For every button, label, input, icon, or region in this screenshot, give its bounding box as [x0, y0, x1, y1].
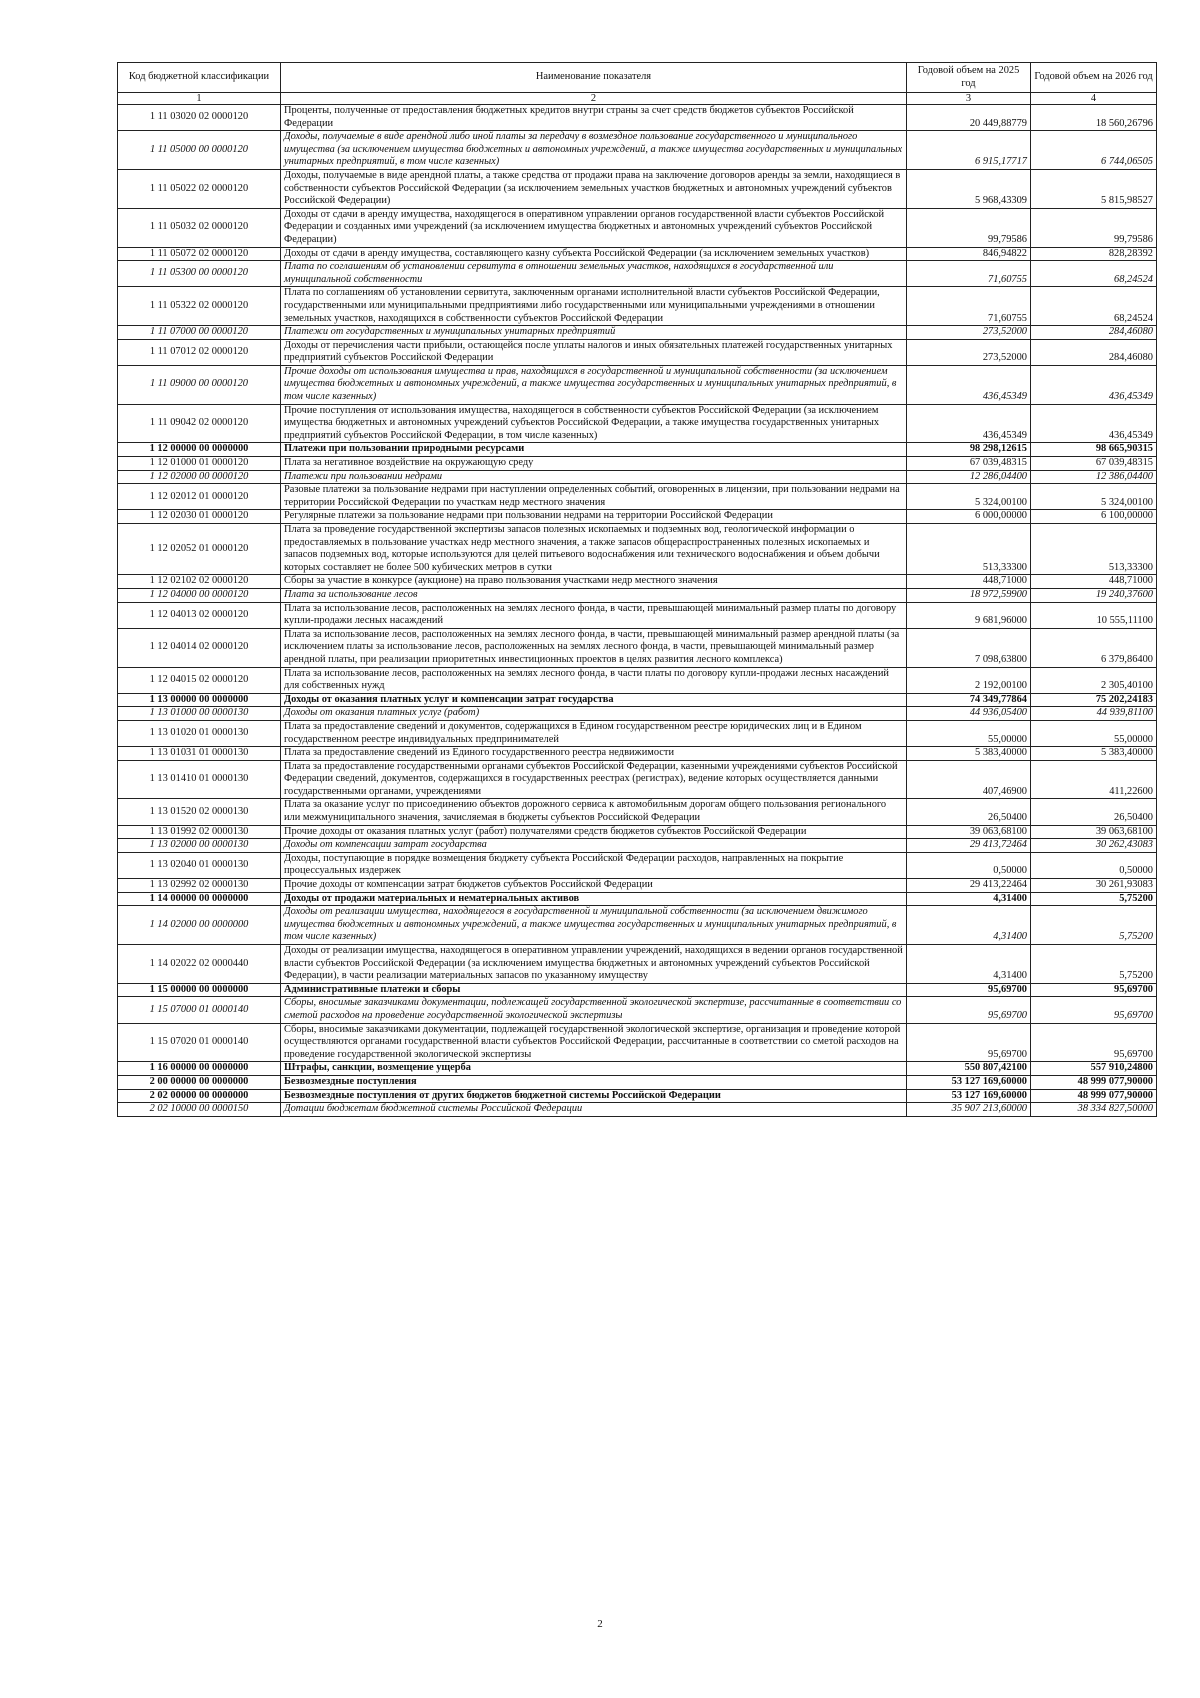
row-code: 2 02 10000 00 0000150 — [118, 1103, 281, 1117]
row-name: Плата за негативное воздействие на окружающую среду — [281, 457, 907, 471]
row-value-2025: 513,33300 — [907, 524, 1031, 575]
row-value-2026: 26,50400 — [1031, 799, 1157, 825]
row-value-2026: 48 999 077,90000 — [1031, 1089, 1157, 1103]
row-value-2026: 30 262,43083 — [1031, 839, 1157, 853]
row-value-2025: 448,71000 — [907, 575, 1031, 589]
table-row — [118, 524, 1157, 575]
row-value-2025: 39 063,68100 — [907, 825, 1031, 839]
row-value-2025: 436,45349 — [907, 365, 1031, 404]
row-code: 1 11 03020 02 0000120 — [118, 105, 281, 131]
table-row — [118, 287, 1157, 326]
row-value-2025: 35 907 213,60000 — [907, 1103, 1031, 1117]
row-value-2026: 5,75200 — [1031, 945, 1157, 984]
index-cell: 4 — [1031, 93, 1157, 105]
row-value-2026: 828,28392 — [1031, 247, 1157, 261]
row-value-2026: 99,79586 — [1031, 208, 1157, 247]
row-code: 1 12 02012 01 0000120 — [118, 484, 281, 510]
row-value-2026: 5 815,98527 — [1031, 169, 1157, 208]
row-name: Плата за оказание услуг по присоединению объектов дорожного сервиса к автомобильным дорогам общего пользования регионального или межмуниципального значения, зачисляемая в бюджеты субъектов Российской Федерации — [281, 799, 907, 825]
row-code: 1 12 01000 01 0000120 — [118, 457, 281, 471]
row-value-2026: 284,46080 — [1031, 339, 1157, 365]
table-row — [118, 1023, 1157, 1062]
row-value-2026: 95,69700 — [1031, 1023, 1157, 1062]
row-value-2026: 513,33300 — [1031, 524, 1157, 575]
row-name: Плата за предоставление сведений из Единого государственного реестра недвижимости — [281, 747, 907, 761]
table-row — [118, 1075, 1157, 1089]
table-row — [118, 747, 1157, 761]
row-code: 1 11 09000 00 0000120 — [118, 365, 281, 404]
row-name: Прочие доходы от компенсации затрат бюджетов субъектов Российской Федерации — [281, 879, 907, 893]
table-row — [118, 1103, 1157, 1117]
row-code: 1 13 01000 00 0000130 — [118, 707, 281, 721]
table-row — [118, 510, 1157, 524]
row-code: 1 14 00000 00 0000000 — [118, 892, 281, 906]
row-value-2026: 5,75200 — [1031, 892, 1157, 906]
row-name: Плата за предоставление государственными органами субъектов Российской Федерации, казенными учреждениями субъектов Российской Федерации сведений, документов, содержащихся в государственных реестрах (регистрах), ведение которых осуществляется данными государственными органами, учреждениями — [281, 760, 907, 799]
row-name: Доходы, поступающие в порядке возмещения бюджету субъекта Российской Федерации расходов, направленных на покрытие процессуальных издержек — [281, 852, 907, 878]
row-code: 1 14 02000 00 0000000 — [118, 906, 281, 945]
table-row — [118, 839, 1157, 853]
row-name: Платежи при пользовании недрами — [281, 470, 907, 484]
row-code: 1 11 05322 02 0000120 — [118, 287, 281, 326]
table-row — [118, 247, 1157, 261]
row-value-2025: 12 286,04400 — [907, 470, 1031, 484]
table-row — [118, 707, 1157, 721]
table-row — [118, 628, 1157, 667]
row-code: 1 11 09042 02 0000120 — [118, 404, 281, 443]
row-value-2025: 407,46900 — [907, 760, 1031, 799]
table-row — [118, 760, 1157, 799]
row-value-2026: 67 039,48315 — [1031, 457, 1157, 471]
table-row — [118, 799, 1157, 825]
table-row — [118, 997, 1157, 1023]
row-value-2025: 71,60755 — [907, 287, 1031, 326]
row-code: 2 00 00000 00 0000000 — [118, 1075, 281, 1089]
row-value-2026: 557 910,24800 — [1031, 1062, 1157, 1076]
budget-revenue-table-sheet — [117, 62, 1156, 1117]
row-value-2026: 48 999 077,90000 — [1031, 1075, 1157, 1089]
table-row — [118, 667, 1157, 693]
row-value-2026: 0,50000 — [1031, 852, 1157, 878]
table-row — [118, 825, 1157, 839]
row-value-2026: 5 324,00100 — [1031, 484, 1157, 510]
table-row — [118, 892, 1157, 906]
row-code: 1 11 05022 02 0000120 — [118, 169, 281, 208]
row-value-2025: 6 915,17717 — [907, 131, 1031, 170]
budget-revenue-table — [117, 62, 1157, 1117]
row-value-2025: 4,31400 — [907, 906, 1031, 945]
table-row — [118, 983, 1157, 997]
row-value-2026: 6 744,06505 — [1031, 131, 1157, 170]
row-name: Безвозмездные поступления — [281, 1075, 907, 1089]
row-value-2026: 95,69700 — [1031, 983, 1157, 997]
row-value-2026: 19 240,37600 — [1031, 588, 1157, 602]
row-value-2026: 5,75200 — [1031, 906, 1157, 945]
row-name: Прочие доходы от оказания платных услуг (работ) получателями средств бюджетов субъектов Российской Федерации — [281, 825, 907, 839]
row-value-2026: 436,45349 — [1031, 365, 1157, 404]
row-code: 1 12 02102 02 0000120 — [118, 575, 281, 589]
row-value-2025: 846,94822 — [907, 247, 1031, 261]
row-value-2025: 95,69700 — [907, 997, 1031, 1023]
row-value-2026: 10 555,11100 — [1031, 602, 1157, 628]
index-cell: 3 — [907, 93, 1031, 105]
table-row — [118, 339, 1157, 365]
row-value-2025: 6 000,00000 — [907, 510, 1031, 524]
table-row — [118, 169, 1157, 208]
row-value-2026: 2 305,40100 — [1031, 667, 1157, 693]
row-name: Сборы за участие в конкурсе (аукционе) на право пользования участками недр местного значения — [281, 575, 907, 589]
row-code: 1 13 01410 01 0000130 — [118, 760, 281, 799]
table-row — [118, 693, 1157, 707]
header-2026: Годовой объем на 2026 год — [1031, 63, 1157, 93]
row-name: Плата по соглашениям об установлении сервитута в отношении земельных участков, находящихся в государственной или муниципальной собственности — [281, 261, 907, 287]
row-value-2026: 12 386,04400 — [1031, 470, 1157, 484]
index-cell: 1 — [118, 93, 281, 105]
table-row — [118, 131, 1157, 170]
table-row — [118, 588, 1157, 602]
table-row — [118, 443, 1157, 457]
row-name: Доходы от реализации имущества, находящегося в государственной и муниципальной собственности (за исключением движимого имущества бюджетных и автономных учреждений, а также имущества государственных и муниципальных унитарных предприятий, в том числе казенных) — [281, 906, 907, 945]
table-row — [118, 720, 1157, 746]
row-name: Плата за предоставление сведений и документов, содержащихся в Едином государственном реестре юридических лиц и в Едином государственном реестре индивидуальных предпринимателей — [281, 720, 907, 746]
row-value-2026: 448,71000 — [1031, 575, 1157, 589]
table-row — [118, 484, 1157, 510]
row-name: Прочие доходы от использования имущества и прав, находящихся в государственной и муниципальной собственности (за исключением имущества бюджетных и автономных учреждений, а также имущества государственных и муниципальных унитарных предприятий, в том числе казенных) — [281, 365, 907, 404]
row-code: 1 12 04013 02 0000120 — [118, 602, 281, 628]
row-name: Плата за использование лесов — [281, 588, 907, 602]
row-code: 1 13 01020 01 0000130 — [118, 720, 281, 746]
page-number: 2 — [597, 1618, 603, 1630]
row-value-2026: 284,46080 — [1031, 326, 1157, 340]
row-code: 1 12 02000 00 0000120 — [118, 470, 281, 484]
row-name: Сборы, вносимые заказчиками документации, подлежащей государственной экологической экспертизе, организация и проведение которой осуществляются органами государственной власти субъектов Российской Федерации, рассчитанные в соответствии со сметой расходов на проведение государственной экологической экспертизы — [281, 1023, 907, 1062]
row-value-2025: 436,45349 — [907, 404, 1031, 443]
row-value-2026: 39 063,68100 — [1031, 825, 1157, 839]
row-name: Доходы от реализации имущества, находящегося в оперативном управлении учреждений, находящихся в ведении органов государственной власти субъектов Российской Федерации (за исключением имущества бюджетных и автономных учреждений субъектов Российской Федерации), в части реализации материальных запасов по указанному имуществу — [281, 945, 907, 984]
row-value-2026: 411,22600 — [1031, 760, 1157, 799]
row-value-2025: 99,79586 — [907, 208, 1031, 247]
table-row — [118, 575, 1157, 589]
row-value-2025: 55,00000 — [907, 720, 1031, 746]
row-value-2025: 2 192,00100 — [907, 667, 1031, 693]
row-name: Платежи при пользовании природными ресурсами — [281, 443, 907, 457]
row-code: 1 13 01520 02 0000130 — [118, 799, 281, 825]
row-name: Доходы от продажи материальных и нематериальных активов — [281, 892, 907, 906]
row-value-2025: 44 936,05400 — [907, 707, 1031, 721]
table-row — [118, 945, 1157, 984]
header-name: Наименование показателя — [281, 63, 907, 93]
row-value-2025: 26,50400 — [907, 799, 1031, 825]
row-code: 1 12 04015 02 0000120 — [118, 667, 281, 693]
row-name: Доходы от компенсации затрат государства — [281, 839, 907, 853]
row-code: 1 11 07000 00 0000120 — [118, 326, 281, 340]
row-value-2025: 53 127 169,60000 — [907, 1089, 1031, 1103]
row-value-2025: 7 098,63800 — [907, 628, 1031, 667]
row-value-2026: 436,45349 — [1031, 404, 1157, 443]
row-name: Безвозмездные поступления от других бюджетов бюджетной системы Российской Федерации — [281, 1089, 907, 1103]
row-value-2025: 98 298,12615 — [907, 443, 1031, 457]
row-value-2025: 95,69700 — [907, 1023, 1031, 1062]
row-name: Проценты, полученные от предоставления бюджетных кредитов внутри страны за счет средств бюджетов субъектов Российской Федерации — [281, 105, 907, 131]
row-name: Доходы от сдачи в аренду имущества, находящегося в оперативном управлении органов государственной власти субъектов Российской Федерации и созданных ими учреждений (за исключением имущества бюджетных и автономных учреждений субъектов Российской Федерации) — [281, 208, 907, 247]
row-name: Плата по соглашениям об установлении сервитута, заключенным органами исполнительной власти субъектов Российской Федерации, государственными или муниципальными предприятиями либо государственными или муниципальными учреждениями в отношении земельных участков, находящихся в собственности субъектов Российской Федерации — [281, 287, 907, 326]
row-value-2025: 29 413,22464 — [907, 879, 1031, 893]
row-name: Доходы, получаемые в виде арендной либо иной платы за передачу в возмездное пользование государственного и муниципального имущества (за исключением имущества бюджетных и автономных учреждений, а также имущества государственных и муниципальных унитарных предприятий, в том числе казенных) — [281, 131, 907, 170]
row-name: Сборы, вносимые заказчиками документации, подлежащей государственной экологической экспертизе, рассчитанные в соответствии со сметой расходов на проведение государственной экологической экспертизы — [281, 997, 907, 1023]
table-row — [118, 1089, 1157, 1103]
row-code: 1 13 02040 01 0000130 — [118, 852, 281, 878]
row-name: Плата за проведение государственной экспертизы запасов полезных ископаемых и подземных вод, геологической информации о предоставляемых в пользование участках недр местного значения, а также запасов общераспространенных полезных ископаемых и запасов подземных вод, которые используются для целей питьевого водоснабжения или технического водоснабжения и объем добычи которых составляет не более 500 кубических метров в сутки — [281, 524, 907, 575]
table-row — [118, 879, 1157, 893]
row-value-2026: 30 261,93083 — [1031, 879, 1157, 893]
row-name: Доходы от оказания платных услуг и компенсации затрат государства — [281, 693, 907, 707]
row-value-2026: 5 383,40000 — [1031, 747, 1157, 761]
row-code: 1 13 00000 00 0000000 — [118, 693, 281, 707]
row-code: 1 11 05072 02 0000120 — [118, 247, 281, 261]
row-name: Разовые платежи за пользование недрами при наступлении определенных событий, оговоренных в лицензии, при пользовании недрами на территории Российской Федерации по участкам недр местного значения — [281, 484, 907, 510]
table-row — [118, 261, 1157, 287]
row-value-2026: 98 665,90315 — [1031, 443, 1157, 457]
table-row — [118, 906, 1157, 945]
row-value-2025: 74 349,77864 — [907, 693, 1031, 707]
row-value-2025: 5 968,43309 — [907, 169, 1031, 208]
row-value-2026: 95,69700 — [1031, 997, 1157, 1023]
row-name: Прочие поступления от использования имущества, находящегося в собственности субъектов Российской Федерации (за исключением имущества бюджетных и автономных учреждений субъектов Российской Федерации, а также имущества государственных унитарных предприятий субъектов Российской Федерации, в том числе казенных) — [281, 404, 907, 443]
row-name: Доходы от перечисления части прибыли, остающейся после уплаты налогов и иных обязательных платежей государственных унитарных предприятий субъектов Российской Федерации — [281, 339, 907, 365]
row-code: 1 12 04000 00 0000120 — [118, 588, 281, 602]
table-row — [118, 852, 1157, 878]
row-value-2026: 68,24524 — [1031, 287, 1157, 326]
row-value-2025: 67 039,48315 — [907, 457, 1031, 471]
row-value-2026: 75 202,24183 — [1031, 693, 1157, 707]
row-code: 2 02 00000 00 0000000 — [118, 1089, 281, 1103]
row-name: Плата за использование лесов, расположенных на землях лесного фонда, в части, превышающей минимальный размер арендной платы (за исключением платы за использование лесов, расположенных на землях лесного фонда, в части, превышающей минимальный размер арендной платы, при реализации приоритетных инвестиционных проектов в целях развития лесного комплекса) — [281, 628, 907, 667]
row-code: 1 11 05300 00 0000120 — [118, 261, 281, 287]
row-value-2025: 53 127 169,60000 — [907, 1075, 1031, 1089]
row-value-2026: 68,24524 — [1031, 261, 1157, 287]
row-value-2025: 4,31400 — [907, 892, 1031, 906]
row-code: 1 15 07000 01 0000140 — [118, 997, 281, 1023]
row-code: 1 13 01992 02 0000130 — [118, 825, 281, 839]
header-code: Код бюджетной классификации — [118, 63, 281, 93]
table-row — [118, 602, 1157, 628]
row-value-2026: 38 334 827,50000 — [1031, 1103, 1157, 1117]
row-code: 1 11 07012 02 0000120 — [118, 339, 281, 365]
table-row — [118, 326, 1157, 340]
row-value-2026: 6 100,00000 — [1031, 510, 1157, 524]
table-row — [118, 1062, 1157, 1076]
table-row — [118, 365, 1157, 404]
row-value-2025: 5 383,40000 — [907, 747, 1031, 761]
row-code: 1 11 05000 00 0000120 — [118, 131, 281, 170]
row-value-2025: 4,31400 — [907, 945, 1031, 984]
table-row — [118, 105, 1157, 131]
row-name: Административные платежи и сборы — [281, 983, 907, 997]
row-name: Доходы от сдачи в аренду имущества, составляющего казну субъекта Российской Федерации (за исключением земельных участков) — [281, 247, 907, 261]
row-code: 1 12 00000 00 0000000 — [118, 443, 281, 457]
row-value-2025: 273,52000 — [907, 326, 1031, 340]
row-value-2026: 44 939,81100 — [1031, 707, 1157, 721]
row-value-2025: 550 807,42100 — [907, 1062, 1031, 1076]
row-value-2025: 9 681,96000 — [907, 602, 1031, 628]
row-code: 1 13 02000 00 0000130 — [118, 839, 281, 853]
row-code: 1 15 00000 00 0000000 — [118, 983, 281, 997]
table-row — [118, 208, 1157, 247]
table-row — [118, 457, 1157, 471]
row-code: 1 13 01031 01 0000130 — [118, 747, 281, 761]
table-body — [118, 105, 1157, 1117]
row-code: 1 13 02992 02 0000130 — [118, 879, 281, 893]
row-value-2025: 71,60755 — [907, 261, 1031, 287]
row-value-2026: 55,00000 — [1031, 720, 1157, 746]
row-name: Плата за использование лесов, расположенных на землях лесного фонда, в части платы по договору купли-продажи лесных насаждений для собственных нужд — [281, 667, 907, 693]
header-2025: Годовой объем на 2025 год — [907, 63, 1031, 93]
row-value-2026: 18 560,26796 — [1031, 105, 1157, 131]
row-name: Штрафы, санкции, возмещение ущерба — [281, 1062, 907, 1076]
table-row — [118, 470, 1157, 484]
row-name: Дотации бюджетам бюджетной системы Российской Федерации — [281, 1103, 907, 1117]
row-code: 1 11 05032 02 0000120 — [118, 208, 281, 247]
row-value-2025: 273,52000 — [907, 339, 1031, 365]
row-value-2025: 5 324,00100 — [907, 484, 1031, 510]
row-code: 1 16 00000 00 0000000 — [118, 1062, 281, 1076]
row-code: 1 12 02030 01 0000120 — [118, 510, 281, 524]
row-value-2025: 20 449,88779 — [907, 105, 1031, 131]
row-name: Доходы, получаемые в виде арендной платы, а также средства от продажи права на заключение договоров аренды за земли, находящиеся в собственности субъектов Российской Федерации (за исключением земельных участков бюджетных и автономных учреждений субъектов Российской Федерации) — [281, 169, 907, 208]
index-cell: 2 — [281, 93, 907, 105]
row-value-2025: 18 972,59900 — [907, 588, 1031, 602]
row-code: 1 15 07020 01 0000140 — [118, 1023, 281, 1062]
row-name: Регулярные платежи за пользование недрами при пользовании недрами на территории Российской Федерации — [281, 510, 907, 524]
row-name: Платежи от государственных и муниципальных унитарных предприятий — [281, 326, 907, 340]
row-value-2025: 0,50000 — [907, 852, 1031, 878]
row-name: Плата за использование лесов, расположенных на землях лесного фонда, в части, превышающей минимальный размер платы по договору купли-продажи лесных насаждений — [281, 602, 907, 628]
row-code: 1 12 02052 01 0000120 — [118, 524, 281, 575]
row-name: Доходы от оказания платных услуг (работ) — [281, 707, 907, 721]
table-row — [118, 404, 1157, 443]
row-code: 1 14 02022 02 0000440 — [118, 945, 281, 984]
row-code: 1 12 04014 02 0000120 — [118, 628, 281, 667]
row-value-2026: 6 379,86400 — [1031, 628, 1157, 667]
row-value-2025: 29 413,72464 — [907, 839, 1031, 853]
row-value-2025: 95,69700 — [907, 983, 1031, 997]
